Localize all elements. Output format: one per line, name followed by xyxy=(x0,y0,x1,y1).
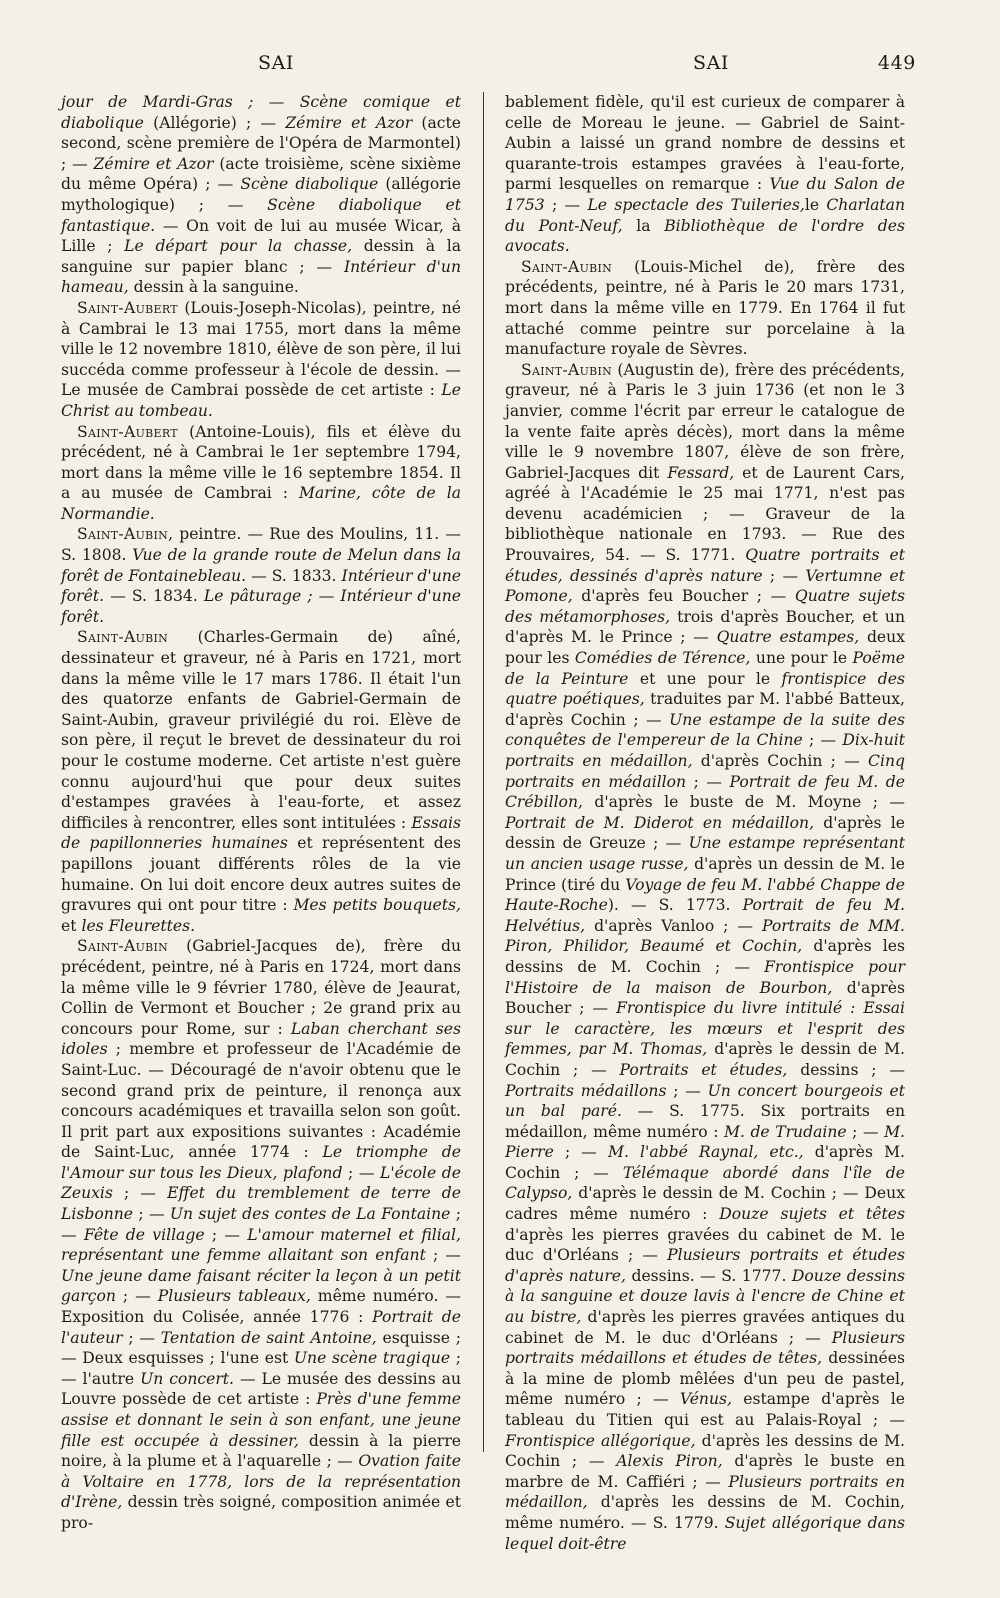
body-text: dessinées à la mine de plomb mêlées d'un peu de pastel, même numéro ; — xyxy=(505,1349,905,1409)
body-text: (Gabriel-Jacques de), frère du précédent, peintre, né à Paris en 1724, mort dans la même ville le 9 février 1780, élève de Jeaurat, Collin de Vermont et Boucher ; 2e grand prix au concours pour Rome, sur : xyxy=(61,937,461,1038)
work-title: Portraits et études, xyxy=(619,1060,788,1079)
body-text: bablement fidèle, qu'il est curieux de comparer à celle de Moreau le jeune. — Gabriel de Saint-Aubin a laissé un grand nombre de dessins et quarante-trois estampes gravées à l'eau-forte, parmi lesquelles on remarque : xyxy=(505,93,905,194)
work-title: Plusieurs portraits médaillons et études de têtes, xyxy=(505,1328,905,1368)
body-text: , peintre. — Rue des Moulins, 11. — S. 1808. xyxy=(61,525,461,565)
work-title: Quatre sujets des métamorphoses, xyxy=(505,587,905,626)
work-title: Bibliothèque de l'ordre des avocats. xyxy=(505,216,905,256)
work-title: Vue du Salon de 1753 xyxy=(505,175,905,214)
body-text: d'après Cochin ; — xyxy=(692,752,869,770)
body-text: d'après le dessin de Greuze ; — xyxy=(505,813,905,853)
work-title: Essais de papillonneries humaines xyxy=(61,813,461,853)
body-text: (Louis-Michel de), frère des précédents, peintre, né à Paris le 20 mars 1731, mort dans la même ville en 1779. En 1764 il fut attaché comme peintre sur porcelaine à la manufacture royale de Sèvres. xyxy=(505,257,905,359)
work-title: Une scène tragique xyxy=(293,1349,451,1368)
work-title: Sujet allégorique dans lequel doit-être xyxy=(505,1513,906,1553)
entry-heading: Saint-Aubin xyxy=(521,360,613,379)
body-text: d'après le buste de M. Moyne ; — xyxy=(582,793,905,812)
work-title: Zémire et Azor xyxy=(285,113,413,132)
column-divider xyxy=(483,92,484,1452)
entry-paragraph xyxy=(61,298,461,422)
body-text: et une pour le xyxy=(628,669,782,688)
work-title: Alexis Piron, xyxy=(616,1452,723,1471)
work-title: Dix-huit portraits en médaillon, xyxy=(505,731,905,770)
work-title: Le triomphe de l'Amour sur tous les Dieux, plafond xyxy=(61,1143,461,1182)
work-title: M. de Trudaine xyxy=(724,1122,847,1141)
body-text: ; — xyxy=(122,1328,161,1347)
entry-heading: Saint-Aubin xyxy=(521,257,613,276)
body-text: d'après feu Boucher ; — xyxy=(572,587,795,606)
work-title: L'amour maternel et filial, représentant une femme allaitant son enfant xyxy=(61,1225,461,1265)
work-title: Laban cherchant ses idoles xyxy=(61,1019,462,1059)
body-text: trois d'après Boucher, et un d'après M. le Prince ; — xyxy=(505,607,905,647)
entry-paragraph xyxy=(61,524,461,627)
work-title: Un concert. xyxy=(140,1369,235,1388)
work-title: Poëme de la Peinture xyxy=(505,649,905,688)
work-title: Le pâturage ; — Intérieur d'une forêt. xyxy=(61,587,461,626)
work-title: Un concert bourgeois et un bal paré. xyxy=(505,1081,905,1121)
work-title: Marine, côte de la Normandie. xyxy=(61,484,461,523)
work-title: Frontispice du livre intitulé : Essai sur le caractère, les mœurs et l'esprit des femmes, par M. Thomas, xyxy=(505,999,905,1059)
work-title: Intérieur d'une forêt. xyxy=(61,566,462,606)
work-title: Plusieurs tableaux, xyxy=(157,1287,311,1306)
body-text: (Allégorie) ; — xyxy=(143,113,286,132)
body-text: — S. 1834. xyxy=(104,587,204,606)
body-text: (Antoine-Louis), fils et élève du précédent, né à Cambrai le 1er septembre 1794, mort dans la même ville le 16 septembre 1854. Il a au musée de Cambrai : xyxy=(61,422,461,503)
work-title: Près d'une femme assise et donnant le sein à son enfant, une jeune fille est occupée à dessiner, xyxy=(61,1390,462,1450)
body-text: ). — S. 1773. xyxy=(607,896,743,915)
body-text: ; — l'autre xyxy=(61,1349,461,1388)
work-title: Tentation de saint Antoine, xyxy=(160,1328,377,1347)
entry-paragraph xyxy=(61,627,461,936)
work-title: Un sujet des contes de La Fontaine xyxy=(169,1205,451,1224)
body-text: (Augustin de), frère des précédents, graveur, né à Paris le 3 juin 1736 (et non le 3 janvier, comme l'écrit par erreur le catalogue de la vente faite après décès), mort dans la même ville le 9 novembre 1807, élève de son frère, Gabriel-Jacques dit xyxy=(505,360,905,482)
work-title: Douze sujets et têtes xyxy=(719,1205,905,1224)
work-title: Portrait de feu M. Helvétius, xyxy=(505,896,906,935)
body-text: la xyxy=(622,216,665,235)
body-text: dessin à la sanguine. xyxy=(128,278,299,297)
body-text: (Louis-Joseph-Nicolas), peintre, né à Cambrai le 13 mai 1755, mort dans la même ville le 12 novembre 1810, élève de son père, il lui succéda comme professeur à l'école de dessin. — Le musée de Cambrai possède de cet artiste : xyxy=(61,298,461,400)
body-text: dessin à la sanguine sur papier blanc ; — xyxy=(61,237,461,276)
body-text: d'après Vanloo ; — xyxy=(585,916,762,935)
work-title: Quatre portraits et études, dessinés d'après nature xyxy=(505,546,905,585)
work-title: Une estampe de la suite des conquêtes de l'empereur de la Chine xyxy=(505,710,905,750)
body-text: ; — xyxy=(762,566,806,585)
work-title: Portrait de M. Diderot en médaillon, xyxy=(505,813,815,832)
work-title: Télémaque abordé dans l'île de Calypso, xyxy=(505,1163,905,1203)
body-text: d'après Boucher ; — xyxy=(505,978,905,1018)
body-text: — Le musée des dessins au Louvre possède de cet artiste : xyxy=(61,1369,461,1409)
body-text: ; — xyxy=(846,1122,885,1141)
body-text: ; — xyxy=(115,1287,158,1306)
body-text: esquisse ; — Deux esquisses ; l'une est xyxy=(61,1328,461,1368)
work-title: Douze dessins à la sanguine et douze lavis à l'encre de Chine et au bistre, xyxy=(505,1266,905,1327)
entry-heading: Saint-Aubin xyxy=(77,525,169,544)
work-title: Frontispice pour l'Histoire de la maison de Bourbon, xyxy=(505,957,905,997)
work-title: M. Pierre xyxy=(505,1122,906,1162)
right-running-title: SAI xyxy=(693,52,730,74)
body-text: et xyxy=(61,916,82,935)
body-text: traduites par M. l'abbé Batteux, d'après Cochin ; — xyxy=(505,690,906,729)
work-title: Le spectacle des Tuileries, xyxy=(587,195,805,214)
work-title: Une estampe représentant un ancien usage russe, xyxy=(505,834,905,873)
body-text: d'après le dessin de M. Cochin ; — xyxy=(505,1040,905,1079)
body-text: (allégorie mythologique) ; — xyxy=(61,175,461,214)
body-text: et de Laurent Cars, agréé à l'Académie le 25 mai 1771, n'est pas devenu académicien ; — Graveur de la bibliothèque nationale en 1793. — Rue des Prouvaires, 54. — S. 1771. xyxy=(505,463,905,565)
body-text: ; — xyxy=(61,1205,462,1244)
body-text: une pour le xyxy=(750,649,853,668)
body-text: dessins ; — xyxy=(787,1060,905,1079)
work-title: Quatre estampes, xyxy=(716,628,860,647)
body-text: d'après les pierres gravées du cabinet de M. le duc d'Orléans ; — xyxy=(505,1225,905,1265)
body-text: ; — xyxy=(112,1184,168,1203)
body-text: d'après M. Cochin ; — xyxy=(505,1143,905,1182)
body-text: d'après les dessins de M. Cochin, même numéro. — S. 1779. xyxy=(505,1493,905,1532)
work-title: Vertumne et Pomone, xyxy=(505,566,906,606)
entry-heading: Saint-Aubert xyxy=(77,298,178,317)
body-text: dessin très soigné, composition animée et pro- xyxy=(61,1493,461,1532)
body-text: ; — xyxy=(553,1143,609,1162)
body-text: dessins. — S. 1777. xyxy=(626,1266,792,1285)
body-text: — S. 1775. Six portraits en médaillon, même numéro : xyxy=(505,1102,905,1141)
work-title: Scène diabolique xyxy=(240,175,379,194)
work-title: Une jeune dame faisant réciter la leçon à un petit garçon xyxy=(61,1266,461,1306)
right-column xyxy=(505,92,905,1554)
body-text: d'après les dessins de M. Cochin ; — xyxy=(505,937,905,976)
work-title: M. l'abbé Raynal, etc., xyxy=(608,1143,804,1162)
work-title: Frontispice allégorique, xyxy=(505,1431,696,1450)
entry-paragraph xyxy=(61,422,461,525)
work-title: Fête de village xyxy=(83,1225,205,1244)
entry-heading: Saint-Aubin xyxy=(77,937,169,956)
body-text: d'après le buste en marbre de M. Caffiéri ; — xyxy=(505,1452,905,1491)
work-title: Effet du tremblement de terre de Lisbonne xyxy=(61,1184,462,1224)
body-text: ; — xyxy=(425,1246,461,1265)
body-text: et représentent des papillons jouant différents rôles de la vie humaine. On lui doit encore deux autres suites de gravures qui ont pour titre : xyxy=(61,834,461,915)
work-title: Le Christ au tombeau. xyxy=(61,381,461,420)
left-running-title: SAI xyxy=(258,52,295,74)
work-title: Scène diabolique et fantastique. xyxy=(61,195,461,235)
body-text: — On voit de lui au musée Wicar, à Lille ; xyxy=(61,216,461,256)
body-text: (acte second, scène première de l'Opéra de Marmontel) ; — xyxy=(61,113,461,173)
work-title: Zémire et Azor xyxy=(93,154,214,173)
body-text: d'après le dessin de M. Cochin ; — Deux cadres même numéro : xyxy=(505,1184,905,1224)
body-text: — S. 1833. xyxy=(246,566,342,585)
work-title: Cinq portraits en médaillon xyxy=(505,752,905,791)
work-title: jour de Mardi-Gras ; — Scène comique et diabolique xyxy=(61,93,461,132)
work-title: Mes petits bouquets, xyxy=(293,896,461,915)
body-text: estampe d'après le tableau du Titien qui est au Palais-Royal ; — xyxy=(505,1390,905,1429)
body-text: ; membre et professeur de l'Académie de Saint-Luc. — Découragé de n'avoir obtenu que le second grand prix de peinture, il renonça aux concours académiques et travailla selon son goût. Il prit part aux expositions suivantes : Académie de Saint-Luc, année 1774 : xyxy=(61,1040,461,1162)
entry-paragraph xyxy=(61,936,461,1533)
work-title: Portrait de feu M. de Crébillon, xyxy=(505,772,905,812)
work-title: frontispice des quatre poétiques, xyxy=(505,669,906,709)
work-title: Portraits de MM. Piron, Philidor, Beaumé et Cochin, xyxy=(505,916,905,956)
body-text: (Charles-Germain de) aîné, dessinateur et graveur, né à Paris en 1721, mort dans la même ville le 17 mars 1786. Il était l'un des quatorze enfants de Gabriel-Germain de Saint-Aubin, graveur privilégié du roi. Elève de son père, il reçut le brevet de dessinateur du roi pour le costume moderne. Cet artiste n'est guère connu aujourd'hui que pour deux suites d'estampes gravées à l'eau-forte, et assez difficiles à rencontrer, elles sont intitulées : xyxy=(61,628,461,832)
entry-paragraph xyxy=(61,92,461,298)
entry-paragraph xyxy=(505,257,905,360)
work-title: Portraits médaillons xyxy=(505,1081,667,1100)
body-text: d'après les dessins de M. Cochin ; — xyxy=(505,1431,905,1471)
work-title: Intérieur d'un hameau, xyxy=(61,257,461,297)
body-text: ; — xyxy=(204,1225,248,1244)
entry-heading: Saint-Aubin xyxy=(77,628,169,647)
work-title: les Fleurettes. xyxy=(81,916,196,935)
entry-paragraph xyxy=(505,92,905,257)
work-title: Fessard, xyxy=(667,463,735,482)
body-text: ; — xyxy=(802,731,843,750)
entry-heading: Saint-Aubert xyxy=(77,422,178,441)
work-title: Vénus, xyxy=(679,1390,732,1409)
body-text: (acte troisième, scène sixième du même Opéra) ; — xyxy=(61,154,461,194)
work-title: Plusieurs portraits et études d'après nature, xyxy=(505,1246,905,1285)
body-text: ; — xyxy=(686,772,730,791)
body-text: d'après les pierres gravées antiques du cabinet de M. le duc d'Orléans ; — xyxy=(505,1308,906,1347)
work-title: Le départ pour la chasse, xyxy=(124,237,353,256)
body-text: même numéro. — Exposition du Colisée, année 1776 : xyxy=(61,1287,461,1327)
running-header xyxy=(58,52,916,82)
body-text: deux pour les xyxy=(505,628,905,668)
body-text: ; — xyxy=(666,1081,708,1100)
page-number: 449 xyxy=(877,52,916,74)
left-column xyxy=(61,92,461,1534)
body-text: le xyxy=(804,195,827,214)
work-title: Comédies de Térence, xyxy=(574,649,751,668)
work-title: Charlatan du Pont-Neuf, xyxy=(505,195,905,235)
body-text: dessin à la pierre noire, à la plume et à l'aquarelle ; — xyxy=(61,1431,461,1471)
body-text: ; — xyxy=(133,1205,170,1224)
work-title: Ovation faite à Voltaire en 1778, lors de la représentation d'Irène, xyxy=(61,1452,461,1512)
work-title: Vue de la grande route de Melun dans la forêt de Fontainebleau. xyxy=(61,546,462,585)
entry-paragraph xyxy=(505,360,905,1554)
body-text: d'après un dessin de M. le Prince (tiré du xyxy=(505,854,905,894)
work-title: Portrait de l'auteur xyxy=(61,1308,461,1347)
body-text: ; — xyxy=(342,1163,381,1182)
work-title: Plusieurs portraits en médaillon, xyxy=(505,1472,905,1512)
work-title: Voyage de feu M. l'abbé Chappe de Haute-Roche xyxy=(505,875,906,915)
body-text: ; — xyxy=(544,195,588,214)
work-title: L'école de Zeuxis xyxy=(61,1163,462,1203)
